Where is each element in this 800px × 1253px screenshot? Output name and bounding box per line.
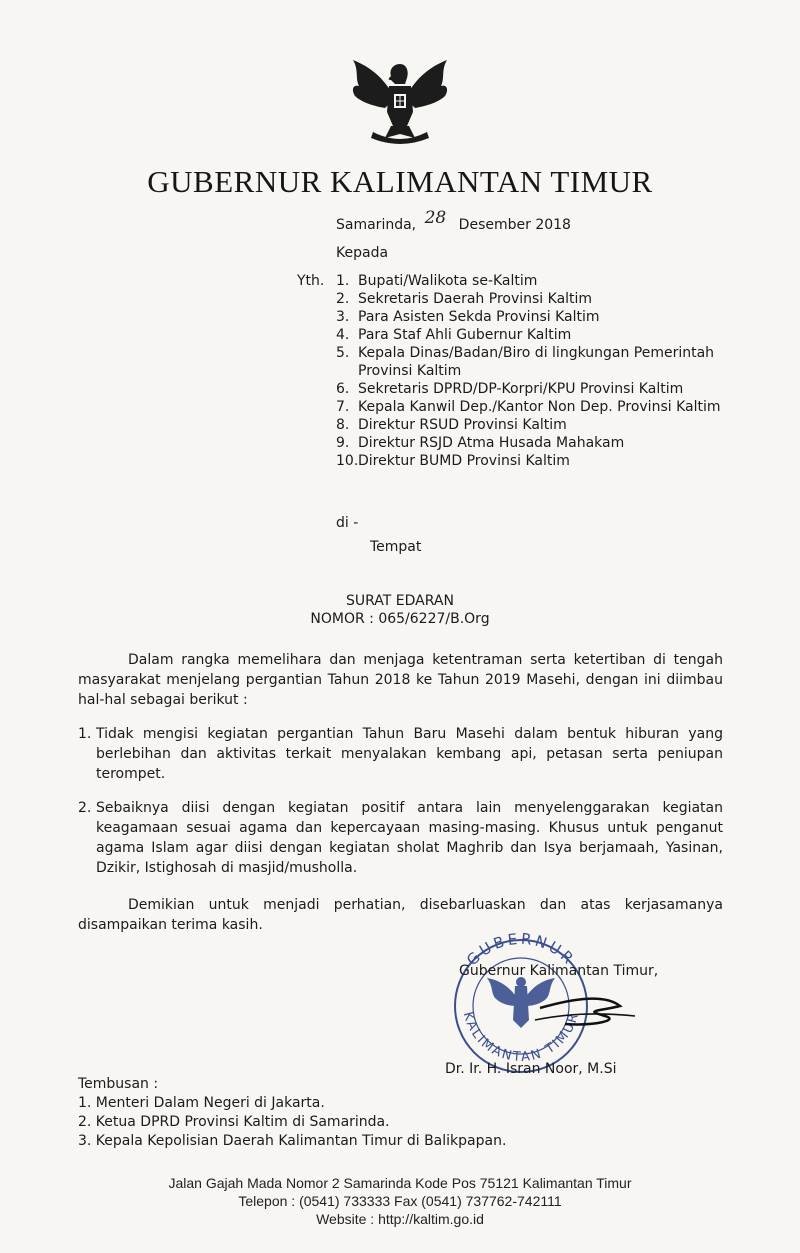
addressee-item-text: Kepala Dinas/Badan/Biro di lingkungan Pemerintah Provinsi Kaltim	[358, 345, 715, 379]
footer-address: Jalan Gajah Mada Nomor 2 Samarinda Kode Pos 75121 Kalimantan Timur	[168, 1175, 632, 1191]
footer-phone: Telepon : (0541) 733333 Fax (0541) 737762-742111	[238, 1193, 562, 1209]
signature-block	[445, 928, 675, 1078]
yth-label: Yth.	[297, 273, 325, 289]
letterhead-title: GUBERNUR KALIMANTAN TIMUR	[147, 164, 653, 199]
point-number: 1.	[78, 726, 92, 742]
addressee-item-text: Para Staf Ahli Gubernur Kaltim	[358, 327, 572, 343]
intro-paragraph: Dalam rangka memelihara dan menjaga ketentraman serta ketertiban di tengah masyarakat menjelang pergantian Tahun 2018 ke Tahun 2019 Masehi, dengan ini diimbau hal-hal sebagai berikut :	[78, 652, 723, 708]
addressee-item-text: Bupati/Walikota se-Kaltim	[358, 273, 538, 289]
addressee-list	[336, 272, 756, 470]
date-line	[336, 208, 571, 234]
addressee-item-text: Direktur BUMD Provinsi Kaltim	[358, 453, 570, 469]
addressee-item	[336, 416, 756, 434]
footer-website: Website : http://kaltim.go.id	[316, 1211, 484, 1227]
addressee-item-number: 3.	[336, 309, 350, 325]
addressee-item-number: 1.	[336, 273, 350, 289]
tembusan-item: 2. Ketua DPRD Provinsi Kaltim di Samarinda.	[78, 1114, 390, 1130]
di-label: di -	[336, 515, 359, 531]
addressee-item-text: Para Asisten Sekda Provinsi Kaltim	[358, 309, 600, 325]
tembusan-item: 1. Menteri Dalam Negeri di Jakarta.	[78, 1095, 325, 1111]
addressee-item-number: 5.	[336, 345, 350, 361]
addressee-item-number: 8.	[336, 417, 350, 433]
addressee-item	[336, 272, 756, 290]
garuda-emblem	[345, 50, 455, 150]
addressee-item	[336, 452, 756, 470]
point-text: Tidak mengisi kegiatan pergantian Tahun Baru Masehi dalam bentuk hiburan yang berlebihan dan aktivitas terkait menyalakan kembang api, petasan serta peniupan terompet.	[96, 726, 723, 782]
point-item	[78, 798, 723, 878]
tembusan-block	[78, 1075, 506, 1151]
date-month-year: Desember 2018	[458, 217, 571, 233]
addressee-item-number: 6.	[336, 381, 350, 397]
tembusan-item: 3. Kepala Kepolisian Daerah Kalimantan Timur di Balikpapan.	[78, 1133, 507, 1149]
signatory-position: Gubernur Kalimantan Timur,	[459, 963, 659, 979]
point-number: 2.	[78, 800, 92, 816]
addressee-item-number: 4.	[336, 327, 350, 343]
addressee-item-number: 9.	[336, 435, 350, 451]
addressee-item-number: 7.	[336, 399, 350, 415]
addressee-item	[336, 380, 756, 398]
tempat-label: Tempat	[370, 539, 422, 555]
closing-paragraph: Demikian untuk menjadi perhatian, disebarluaskan dan atas kerjasamanya disampaikan terima kasih.	[78, 897, 723, 933]
signatory-name: Dr. Ir. H. Isran Noor, M.Si	[445, 1061, 617, 1077]
letter-heading: SURAT EDARAN	[346, 593, 454, 609]
addressee-item-text: Direktur RSUD Provinsi Kaltim	[358, 417, 567, 433]
addressee-item-number: 2.	[336, 291, 350, 307]
stamp-top-text: GUBERNUR	[463, 929, 580, 970]
date-place: Samarinda,	[336, 217, 417, 233]
date-day-handwritten: 28	[424, 208, 447, 228]
stamp-bottom-text: KALIMANTAN TIMUR	[459, 1010, 583, 1066]
addressee-item-number: 10.	[336, 453, 359, 469]
addressee-item-text: Direktur RSJD Atma Husada Mahakam	[358, 435, 625, 451]
letter-number: NOMOR : 065/6227/B.Org	[310, 611, 490, 627]
point-list	[78, 724, 723, 878]
point-text: Sebaiknya diisi dengan kegiatan positif antara lain menyelenggarakan kegiatan keagamaan sesuai agama dan kepercayaan masing-masing. Khusus untuk penganut agama Islam agar diisi dengan kegiatan sholat Maghrib dan Isya berjamaah, Yasinan, Dzikir, Istighosah di masjid/musholla.	[96, 800, 723, 876]
point-item	[78, 724, 723, 784]
addressee-item	[336, 326, 756, 344]
addressee-item	[336, 308, 756, 326]
addressee-item	[336, 344, 756, 380]
addressee-item-text: Kepala Kanwil Dep./Kantor Non Dep. Provinsi Kaltim	[358, 399, 721, 415]
addressee-item-text: Sekretaris DPRD/DP-Korpri/KPU Provinsi Kaltim	[358, 381, 684, 397]
kepada-label: Kepada	[336, 245, 389, 261]
addressee-item	[336, 434, 756, 452]
addressee-item	[336, 290, 756, 308]
official-stamp	[445, 928, 675, 1078]
addressee-item-text: Sekretaris Daerah Provinsi Kaltim	[358, 291, 593, 307]
addressee-item	[336, 398, 756, 416]
tembusan-label: Tembusan :	[78, 1076, 159, 1092]
